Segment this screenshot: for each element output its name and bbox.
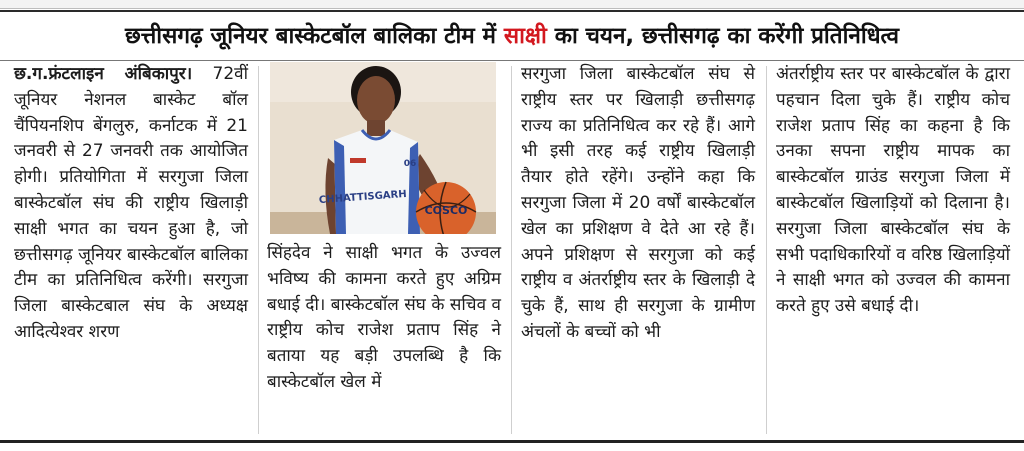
bottom-rule: [0, 440, 1024, 443]
top-rule: [0, 10, 1024, 12]
jersey-text: CHHATTISGARH: [318, 188, 408, 207]
headline: [10, 14, 1014, 58]
article-column-2: [267, 241, 501, 396]
column-divider: [766, 66, 767, 434]
article-column-3: [521, 62, 755, 346]
player-photo-illustration: [270, 62, 496, 234]
column-3-text: सरगुजा जिला बास्केटबॉल संघ से राष्ट्रीय स्तर पर खिलाड़ी छत्तीसगढ़ राज्य का प्रतिनिधित्व कर रहे हैं। आगे भी इसी तरह कई राष्ट्रीय खिलाड़ी तैयार होते रहेंगे। उन्होंने कहा कि सरगुजा जिला में 20 वर्षों बास्केटबॉल खेल का प्रशिक्षण वे देते आ रहे हैं। अपने प्रशिक्षण से सरगुजा को कई राष्ट्रीय व अंतर्राष्ट्रीय स्तर के खिलाड़ी दे चुके हैं, साथ ही सरगुजा के ग्रामीण अंचलों के बच्चों को भी: [521, 64, 755, 342]
headline-rule: [0, 60, 1024, 61]
headline-text-part2: का चयन, छत्तीसगढ़ का करेंगी प्रतिनिधित्व: [546, 23, 900, 49]
column-4-text: अंतर्राष्ट्रीय स्तर पर बास्केटबॉल के द्वारा पहचान दिला चुके हैं। राष्ट्रीय कोच राजेश प्रताप सिंह का कहना है कि उनका सपना राष्ट्रीय मापक का बास्केटबॉल ग्राउंड सरगुजा जिला में बास्केटबॉल खिलाड़ियों को दिलाना है। सरगुजा जिला बास्केटबॉल संघ के सभी पदाधिकारियों व वरिष्ठ खिलाड़ियों ने साक्षी भगत को उज्वल की कामना करते हुए उसे बधाई दी।: [776, 64, 1010, 317]
article-column-1: [14, 62, 248, 346]
headline-highlight-name: साक्षी: [503, 23, 547, 49]
column-1-text: 72वीं जूनियर नेशनल बास्केट बॉल चैंपियनशिप बेंगलुरु, कर्नाटक में 21 जनवरी से 27 जनवरी तक आयोजित होगी। प्रतियोगिता में सरगुजा जिला बास्केटबॉल संघ की राष्ट्रीय खिलाड़ी साक्षी भगत का चयन हुआ है, जो छत्तीसगढ़ जूनियर बास्केटबॉल बालिका टीम का प्रतिनिधित्व करेंगी। सरगुजा जिला बास्केटबाल संघ के अध्यक्ष आदित्येश्वर शरण: [14, 64, 248, 342]
article-column-4: [776, 62, 1010, 320]
jersey-number: 06: [403, 159, 417, 169]
column-divider: [511, 66, 512, 434]
previous-article-cut-edge: [0, 0, 1024, 9]
ball-brand: COSCO: [424, 204, 468, 217]
headline-text-part1: छत्तीसगढ़ जूनियर बास्केटबॉल बालिका टीम में: [124, 23, 504, 49]
column-divider: [258, 66, 259, 434]
column-2-text: सिंहदेव ने साक्षी भगत के उज्वल भविष्य की कामना करते हुए अग्रिम बधाई दी। बास्केटबॉल संघ के सचिव व राष्ट्रीय कोच राजेश प्रताप सिंह ने बताया यह बड़ी उपलब्धि है कि बास्केटबॉल खेल में: [267, 243, 501, 392]
player-photo: [270, 62, 496, 234]
dateline: छ.ग.फ्रंटलाइन अंबिकापुर।: [14, 64, 193, 84]
